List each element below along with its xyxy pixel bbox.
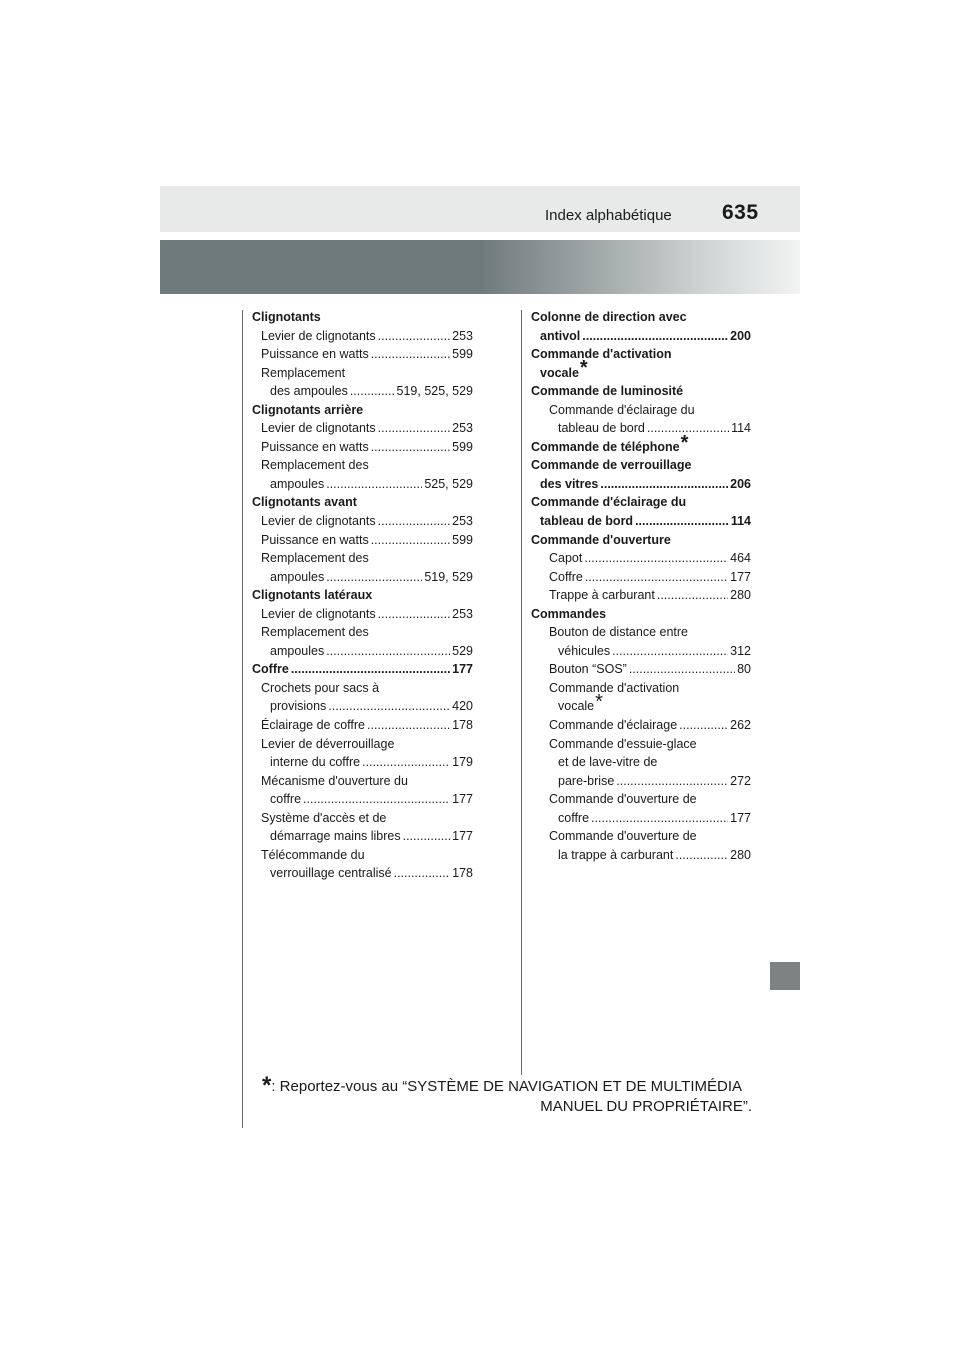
index-entry (252, 697, 473, 716)
index-entry-term: verrouillage centralisé (270, 866, 392, 881)
index-entry-page: 529 (452, 643, 473, 658)
index-entry (531, 493, 751, 512)
index-entry-page: 420 (452, 699, 473, 714)
index-entry-term: Coffre (252, 662, 289, 677)
footnote-text-line2: MANUEL DU PROPRIÉTAIRE”. (540, 1098, 752, 1115)
index-entry-term: Trappe à carburant (549, 588, 655, 603)
index-entry (531, 827, 751, 846)
dot-leader (378, 327, 450, 346)
index-entry-term: Commande de téléphone (531, 439, 680, 454)
index-entry-term: Puissance en watts (261, 347, 369, 362)
index-entry-term: Clignotants arrière (252, 402, 364, 417)
index-entry-term: Mécanisme d'ouverture du (261, 773, 408, 788)
dot-leader (367, 716, 450, 735)
index-entry (531, 809, 751, 828)
index-entry (531, 790, 751, 809)
index-entry-term: Commande d'activation (531, 347, 672, 362)
index-entry (531, 691, 751, 716)
index-entry-term: interne du coffre (270, 755, 361, 770)
index-entry-term: tableau de bord (540, 514, 634, 529)
dot-leader (616, 772, 728, 791)
index-entry-page: 280 (730, 588, 751, 603)
index-entry (252, 735, 473, 754)
index-entry-page: 178 (452, 718, 473, 733)
index-entry-term: véhicules (558, 643, 611, 658)
index-entry-term: la trappe à carburant (558, 847, 674, 862)
index-entry-page: 272 (730, 773, 751, 788)
index-entry-term: Clignotants latéraux (252, 588, 373, 603)
index-entry-term: Commande d'ouverture de (549, 792, 697, 807)
index-entry-term: Puissance en watts (261, 439, 369, 454)
section-title: Index alphabétique (545, 207, 672, 224)
index-entry-page: 114 (730, 514, 751, 529)
index-entry (252, 345, 473, 364)
dot-leader (585, 568, 728, 587)
footnote-star: * (262, 1072, 272, 1099)
index-entry-term: Éclairage de coffre (261, 718, 365, 733)
index-entry (531, 605, 751, 624)
index-entry-term: Commandes (531, 606, 607, 621)
index-entry (531, 419, 751, 438)
index-entry-term: Levier de clignotants (261, 606, 376, 621)
index-entry-term: Crochets pour sacs à (261, 680, 380, 695)
dot-leader (675, 846, 728, 865)
index-entry-term: Commande d'essuie-glace (549, 736, 697, 751)
index-entry (252, 623, 473, 642)
dot-leader (350, 382, 395, 401)
dot-leader (326, 568, 422, 587)
index-entry-page: 253 (452, 606, 473, 621)
dot-leader (612, 642, 728, 661)
index-entry (531, 401, 751, 420)
index-entry-page: 253 (452, 421, 473, 436)
index-entry-page: 599 (452, 439, 473, 454)
index-entry (252, 790, 473, 809)
footnote (262, 1072, 752, 1117)
left-margin-rule (242, 310, 243, 1128)
index-entry (531, 512, 751, 531)
index-entry-term: Remplacement des (261, 551, 369, 566)
index-entry-page: 599 (452, 532, 473, 547)
index-entry (531, 531, 751, 550)
index-entry-term: Levier de clignotants (261, 421, 376, 436)
dot-leader (378, 512, 450, 531)
index-entry-term: Capot (549, 551, 583, 566)
index-entry (531, 753, 751, 772)
index-entry-page: 177 (730, 569, 751, 584)
index-entry-term: Puissance en watts (261, 532, 369, 547)
column-divider (521, 310, 522, 1075)
index-entry-term: Commande d'ouverture de (549, 829, 697, 844)
index-entry-term: Remplacement (261, 365, 346, 380)
asterisk-mark: * (680, 431, 689, 454)
index-entry (252, 716, 473, 735)
index-entry-page: 206 (730, 476, 751, 491)
dot-leader (403, 827, 451, 846)
index-entry (531, 475, 751, 494)
index-entry-term: provisions (270, 699, 327, 714)
dot-leader (657, 586, 728, 605)
index-entry-term: Télécommande du (261, 847, 365, 862)
footnote-text-line1: : Reportez-vous au “SYSTÈME DE NAVIGATION ET DE MULTIMÉDIA (271, 1078, 743, 1095)
index-entry (252, 308, 473, 327)
index-entry-term: tableau de bord (558, 421, 645, 436)
index-entry-page: 177 (452, 792, 473, 807)
dot-leader (584, 549, 728, 568)
index-entry-term: coffre (270, 792, 302, 807)
index-column-right (531, 308, 751, 864)
index-entry (531, 735, 751, 754)
dot-leader (629, 660, 735, 679)
index-entry-term: Clignotants avant (252, 495, 357, 510)
index-entry-page: 312 (730, 643, 751, 658)
index-entry (252, 401, 473, 420)
index-entry-term: Commande d'activation (549, 680, 680, 695)
index-entry-page: 464 (730, 551, 751, 566)
index-entry-page: 253 (452, 328, 473, 343)
index-entry (252, 438, 473, 457)
index-entry (531, 586, 751, 605)
dot-leader (582, 327, 728, 346)
index-entry (252, 364, 473, 383)
index-entry-page: 599 (452, 347, 473, 362)
index-entry-page: 262 (730, 718, 751, 733)
index-entry-page: 525, 529 (424, 476, 473, 491)
index-entry-page: 200 (730, 328, 751, 343)
index-entry-term: Remplacement des (261, 458, 369, 473)
dot-leader (679, 716, 728, 735)
index-entry (252, 493, 473, 512)
asterisk-mark: * (579, 357, 588, 380)
index-entry (252, 864, 473, 883)
index-entry (252, 327, 473, 346)
index-entry (531, 716, 751, 735)
dot-leader (291, 660, 450, 679)
index-entry (531, 660, 751, 679)
index-entry-page: 177 (452, 662, 473, 677)
index-entry (531, 642, 751, 661)
chapter-thumb-tab (770, 962, 800, 990)
dot-leader (378, 419, 450, 438)
index-entry (252, 642, 473, 661)
index-entry (252, 512, 473, 531)
index-entry (252, 475, 473, 494)
index-entry-term: Levier de clignotants (261, 328, 376, 343)
index-entry (252, 809, 473, 828)
index-entry (531, 846, 751, 865)
index-entry (531, 456, 751, 475)
index-entry-page: 253 (452, 514, 473, 529)
index-entry-term: Clignotants (252, 310, 321, 324)
index-entry (531, 568, 751, 587)
index-entry (531, 679, 751, 698)
index-entry-term: des ampoules (270, 384, 348, 399)
dot-leader (326, 475, 422, 494)
index-entry (531, 431, 751, 457)
index-entry (252, 605, 473, 624)
index-entry-term: Colonne de direction avec (531, 310, 687, 324)
dot-leader (326, 642, 450, 661)
index-entry (252, 772, 473, 791)
index-entry (252, 660, 473, 679)
index-entry (531, 549, 751, 568)
index-entry-term: Coffre (549, 569, 583, 584)
index-entry-term: Levier de déverrouillage (261, 736, 395, 751)
dot-leader (371, 438, 450, 457)
index-entry-term: démarrage mains libres (270, 829, 401, 844)
dot-leader (591, 809, 728, 828)
index-entry-term: Levier de clignotants (261, 514, 376, 529)
index-entry (252, 679, 473, 698)
index-entry-term: ampoules (270, 643, 325, 658)
index-entry-term: Commande d'ouverture (531, 532, 671, 547)
index-entry (252, 456, 473, 475)
index-entry-page: 80 (737, 662, 751, 677)
index-entry-term: des vitres (540, 476, 599, 491)
index-entry (252, 531, 473, 550)
index-entry (252, 549, 473, 568)
dot-leader (328, 697, 450, 716)
index-entry-term: Bouton “SOS” (549, 662, 627, 677)
index-entry (252, 753, 473, 772)
index-entry-term: coffre (558, 810, 590, 825)
index-entry-term: Système d'accès et de (261, 810, 387, 825)
dot-leader (303, 790, 450, 809)
index-entry (531, 345, 751, 364)
dot-leader (362, 753, 450, 772)
index-entry-term: Commande d'éclairage (549, 718, 678, 733)
index-entry-page: 177 (730, 810, 751, 825)
index-entry-term: Commande de luminosité (531, 384, 684, 399)
index-entry-term: et de lave-vitre de (558, 755, 658, 770)
dot-leader (378, 605, 450, 624)
index-entry (531, 772, 751, 791)
dot-leader (371, 345, 450, 364)
dot-leader (394, 864, 451, 883)
index-entry-page: 179 (452, 755, 473, 770)
index-entry (531, 357, 751, 383)
index-entry (531, 327, 751, 346)
decorative-gradient-band (160, 240, 800, 294)
index-entry (531, 308, 751, 327)
index-entry-term: vocale (558, 699, 595, 714)
index-entry-term: antivol (540, 328, 581, 343)
index-entry-page: 177 (452, 829, 473, 844)
dot-leader (600, 475, 728, 494)
index-entry-term: pare-brise (558, 773, 615, 788)
header-bar (160, 186, 800, 232)
index-entry-term: vocale (540, 365, 579, 380)
index-entry-term: Remplacement des (261, 625, 369, 640)
index-entry-page: 280 (730, 847, 751, 862)
index-entry (531, 382, 751, 401)
dot-leader (635, 512, 729, 531)
index-entry-term: ampoules (270, 569, 325, 584)
index-entry (531, 623, 751, 642)
index-entry (252, 568, 473, 587)
asterisk-mark: * (595, 691, 603, 714)
index-entry-page: 114 (731, 421, 751, 436)
index-entry-page: 178 (452, 866, 473, 881)
index-entry-term: Commande d'éclairage du (549, 402, 695, 417)
index-entry-term: Commande d'éclairage du (531, 495, 687, 510)
index-entry-page: 519, 529 (424, 569, 473, 584)
index-entry-term: Commande de verrouillage (531, 458, 692, 473)
index-entry-term: Bouton de distance entre (549, 625, 688, 640)
index-entry (252, 586, 473, 605)
dot-leader (371, 531, 450, 550)
index-entry (252, 846, 473, 865)
index-entry-term: ampoules (270, 476, 325, 491)
index-entry-page: 519, 525, 529 (396, 384, 473, 399)
index-entry (252, 382, 473, 401)
index-column-left (252, 308, 473, 883)
index-entry (252, 419, 473, 438)
index-entry (252, 827, 473, 846)
page-number: 635 (722, 201, 759, 224)
